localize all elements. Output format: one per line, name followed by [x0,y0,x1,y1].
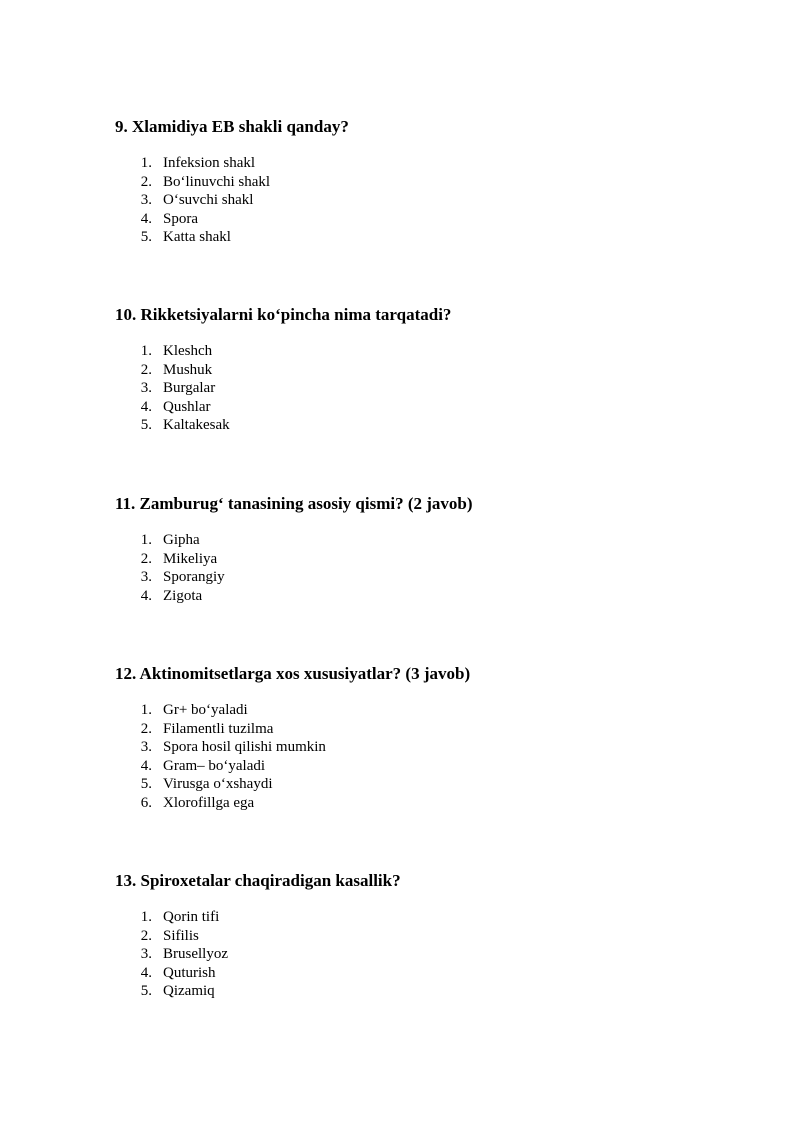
answer-option [115,550,735,569]
option-text: Sporangiy [163,569,225,586]
option-number: 5. [140,983,152,1000]
question-10 [115,305,735,435]
option-text: Katta shakl [163,229,231,246]
option-text: Brusellyoz [163,946,228,963]
answer-option [115,982,735,1001]
answer-option [115,908,735,927]
answer-option [115,191,735,210]
answer-option [115,794,735,813]
option-text: Spora hosil qilishi mumkin [163,739,326,756]
answer-option [115,228,735,247]
answer-option [115,775,735,794]
question-title: 11. Zamburug‘ tanasining asosiy qismi? (2 javob) [115,494,473,513]
option-text: Sifilis [163,927,199,944]
option-number: 1. [140,909,152,925]
answer-option [115,927,735,946]
option-number: 4. [140,398,152,415]
answer-option [115,757,735,776]
option-number: 4. [140,210,152,227]
answer-option [115,701,735,720]
option-number: 5. [140,229,152,246]
option-text: Virusga o‘xshaydi [163,776,273,793]
answer-list [115,154,735,247]
option-number: 2. [140,720,152,737]
option-text: Gram– bo‘yaladi [163,757,266,774]
question-title: 10. Rikketsiyalarni ko‘pincha nima tarqatadi? [115,305,452,324]
answer-list [115,531,735,605]
option-text: Spora [163,210,198,227]
answer-option [115,738,735,757]
option-number: 1. [140,343,152,359]
question-13 [115,871,735,1001]
option-text: Xlorofillga ega [163,794,255,811]
answer-option [115,416,735,435]
option-number: 4. [140,587,152,604]
option-text: Kaltakesak [163,417,230,434]
option-number: 5. [140,776,152,793]
answer-list [115,908,735,1001]
option-number: 2. [140,550,152,567]
option-number: 1. [140,532,152,548]
option-text: Qizamiq [163,983,215,1000]
option-text: Gr+ bo‘yaladi [163,702,248,718]
answer-option [115,361,735,380]
option-number: 1. [140,702,152,718]
option-text: Gipha [163,532,200,548]
question-9 [115,117,735,247]
answer-option [115,379,735,398]
answer-list [115,342,735,435]
option-number: 5. [140,417,152,434]
option-number: 3. [140,739,152,756]
option-text: Bo‘linuvchi shakl [163,173,271,190]
answer-option [115,945,735,964]
option-text: Zigota [163,587,203,604]
answer-option [115,531,735,550]
option-number: 2. [140,927,152,944]
option-text: Qorin tifi [163,909,220,925]
answer-option [115,964,735,983]
question-title: 12. Aktinomitsetlarga xos xususiyatlar? (3 javob) [115,664,471,683]
answer-option [115,342,735,361]
option-number: 6. [140,794,152,811]
answer-option [115,154,735,173]
answer-list [115,701,735,813]
option-number: 2. [140,361,152,378]
option-number: 4. [140,757,152,774]
option-text: Qushlar [163,398,211,415]
option-text: Mushuk [163,361,213,378]
option-number: 2. [140,173,152,190]
option-number: 4. [140,964,152,981]
answer-option [115,720,735,739]
option-number: 3. [140,192,152,209]
option-number: 3. [140,380,152,397]
option-text: Filamentli tuzilma [163,720,274,737]
answer-option [115,173,735,192]
option-number: 1. [140,155,152,171]
answer-option [115,210,735,229]
answer-option [115,398,735,417]
option-text: Burgalar [163,380,216,397]
answer-option [115,587,735,606]
question-title: 9. Xlamidiya EB shakli qanday? [115,117,349,136]
option-number: 3. [140,569,152,586]
option-text: Quturish [163,964,216,981]
option-text: Infeksion shakl [163,155,256,171]
option-text: Kleshch [163,343,213,359]
question-title: 13. Spiroxetalar chaqiradigan kasallik? [115,871,401,890]
question-12 [115,664,735,813]
answer-option [115,568,735,587]
option-text: Mikeliya [163,550,218,567]
option-text: O‘suvchi shakl [163,192,254,209]
question-11 [115,494,735,605]
option-number: 3. [140,946,152,963]
